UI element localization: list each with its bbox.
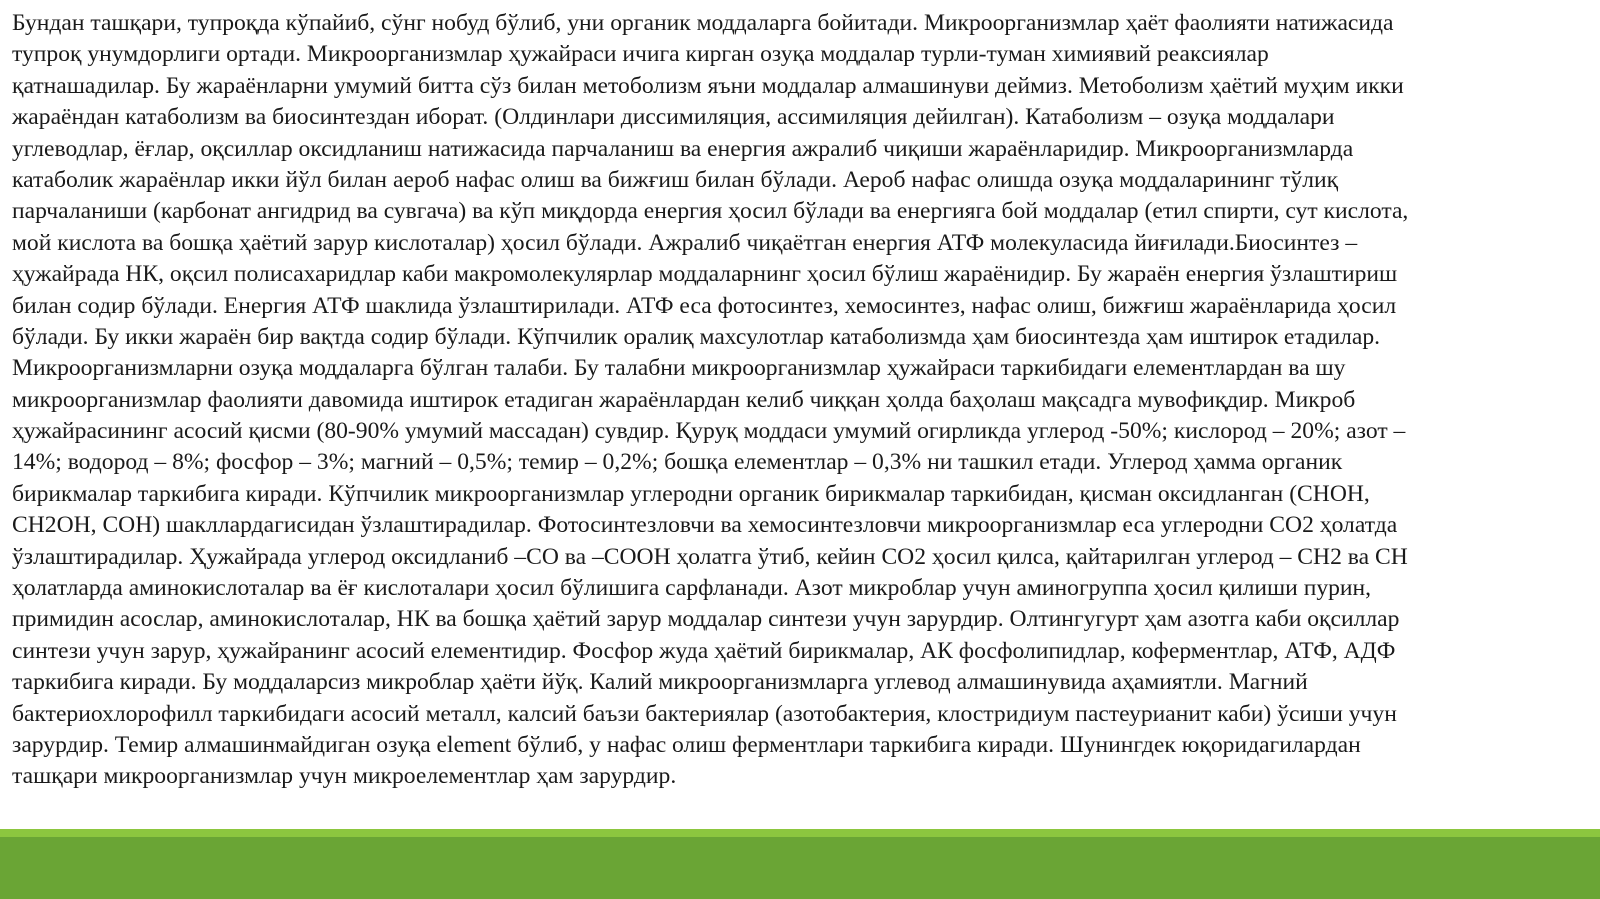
text-line: ўзлаштирадилар. Ҳужайрада углерод оксидланиб –СО ва –СООН ҳолатга ўтиб, кейин СО2 ҳосил қилса, қайтарилган углерод – СН2 ва СН <box>12 543 1408 570</box>
footer-accent-stripe <box>0 829 1600 837</box>
text-line: тупроқ унумдорлиги ортади. Микроорганизмлар ҳужайраси ичига кирган озуқа моддалар турли-туман химиявий реаксиялар <box>12 41 1269 68</box>
text-line: парчаланиши (карбонат ангидрид ва сувгача) ва кўп миқдорда енергия ҳосил бўлади ва енергияга бой моддалар (етил спирти, сут кислота, <box>12 198 1409 225</box>
text-line: таркибига киради. Бу моддаларсиз микроблар ҳаёти йўқ. Калий микроорганизмларга углевод алмашинувида аҳамиятли. Магний <box>12 669 1308 696</box>
text-line: бактериохлорофилл таркибидаги асосий металл, калсий баъзи бактериялар (азотобактерия, клостридиум пастеурианит каби) ўсиши учун <box>12 700 1397 727</box>
text-line: ҳужайрада НК, оқсил полисахаридлар каби макромолекулярлар моддаларнинг ҳосил бўлиш жараёнидир. Бу жараён енергия ўзлаштириш <box>12 261 1398 288</box>
text-line: катаболик жараёнлар икки йўл билан аероб нафас олиш ва бижғиш билан бўлади. Аероб нафас олишда озуқа моддаларининг тўлиқ <box>12 166 1339 193</box>
text-line: микроорганизмлар фаолияти давомида иштирок етадиган жараёнлардан келиб чиққан ҳолда баҳолаш мақсадга мувофиқдир. Микроб <box>12 386 1356 413</box>
text-line: жараёндан катаболизм ва биосинтездан иборат. (Олдинлари диссимиляция, ассимиляция дейилган). Катаболизм – озуқа моддалари <box>12 104 1335 131</box>
text-line: Бундан ташқари, тупроқда кўпайиб, сўнг нобуд бўлиб, уни органик моддаларга бойитади. Микроорганизмлар ҳаёт фаолияти натижасида <box>12 10 1394 36</box>
footer-band <box>0 837 1600 899</box>
text-line: бўлади. Бу икки жараён бир вақтда содир бўлади. Кўпчилик оралиқ махсулотлар катаболизмда ҳам биосинтезда ҳам иштирок етадилар. <box>12 323 1381 350</box>
text-line: примидин асослар, аминокислоталар, НК ва бошқа ҳаётий зарур моддалар синтези учун зарурдир. Олтингугурт ҳам азотга каби оқсиллар <box>12 606 1400 633</box>
text-line: ҳужайрасининг асосий қисми (80-90% умумий массадан) сувдир. Қуруқ моддаси умумий огирликда углерод -50%; кислород – 20%; азот – <box>12 418 1406 445</box>
text-line: 14%; водород – 8%; фосфор – 3%; магний – 0,5%; темир – 0,2%; бошқа елементлар – 0,3% ни ташкил етади. Углерод ҳамма органик <box>12 449 1343 476</box>
text-line: углеводлар, ёғлар, оқсиллар оксидланиш натижасида парчаланиш ва енергия ажралиб чиқиши жараёнларидир. Микроорганизмларда <box>12 135 1354 162</box>
text-line: синтези учун зарур, ҳужайранинг асосий елементидир. Фосфор жуда ҳаётий бирикмалар, АК фосфолипидлар, коферментлар, АТФ, АДФ <box>12 637 1396 664</box>
text-line: бирикмалар таркибига киради. Кўпчилик микроорганизмлар углеродни органик бирикмалар таркибидан, қисман оксидланган (СНОН, <box>12 480 1370 507</box>
text-line: билан содир бўлади. Енергия АТФ шаклида ўзлаштирилади. АТФ еса фотосинтез, хемосинтез, нафас олиш, бижғиш жараёнларида ҳосил <box>12 292 1397 319</box>
body-text <box>12 8 1592 793</box>
text-line: қатнашадилар. Бу жараёнларни умумий битта сўз билан метоболизм яъни моддалар алмашинуви деймиз. Метоболизм ҳаётий муҳим икки <box>12 72 1404 99</box>
text-line: зарурдир. Темир алмашинмайдиган озуқа element бўлиб, у нафас олиш ферментлари таркибига киради. Шунингдек юқоридагилардан <box>12 731 1361 758</box>
text-line: ҳолатларда аминокислоталар ва ёғ кислоталари ҳосил бўлишига сарфланади. Азот микроблар учун аминогруппа ҳосил қилиши пурин, <box>12 575 1372 602</box>
text-line: ташқари микроорганизмлар учун микроелементлар ҳам зарурдир. <box>12 763 677 790</box>
text-line: мой кислота ва бошқа ҳаётий зарур кислоталар) ҳосил бўлади. Ажралиб чиқаётган енергия АТФ молекуласида йиғилади.Биосинтез – <box>12 229 1358 256</box>
text-line: Микроорганизмларни озуқа моддаларга бўлган талаби. Бу талабни микроорганизмлар ҳужайраси таркибидаги елементлардан ва шу <box>12 355 1346 382</box>
text-line: СН2ОН, СОН) шакллардагисидан ўзлаштирадилар. Фотосинтезловчи ва хемосинтезловчи микроорганизмлар еса углеродни СО2 ҳолатда <box>12 512 1398 539</box>
